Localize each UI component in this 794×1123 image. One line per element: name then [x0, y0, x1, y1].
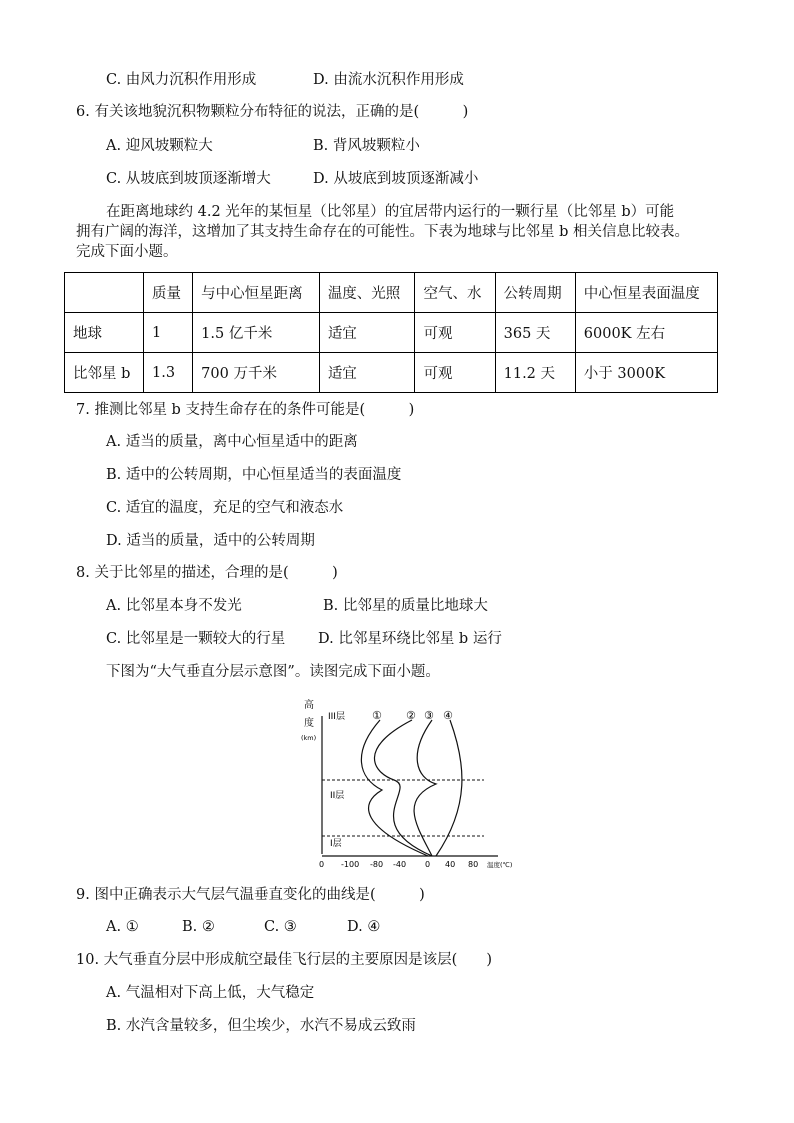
q7-option-b: B. 适中的公转周期，中心恒星适当的表面温度	[106, 467, 402, 483]
y-unit: (km)	[301, 734, 317, 742]
figure-intro: 下图为“大气垂直分层示意图”。读图完成下面小题。	[106, 664, 440, 680]
comparison-table	[64, 272, 718, 393]
passage-line-1: 在距离地球约 4.2 光年的某恒星（比邻星）的宜居带内运行的一颗行星（比邻星 b）可能	[106, 204, 675, 220]
table-cell: 适宜	[319, 313, 415, 353]
atmosphere-layer-diagram	[300, 694, 540, 870]
q8-stem: 8. 关于比邻星的描述，合理的是( )	[76, 565, 338, 581]
table-header-cell: 质量	[144, 273, 193, 313]
q10-stem: 10. 大气垂直分层中形成航空最佳飞行层的主要原因是该层( )	[76, 952, 492, 968]
table-cell: 1	[144, 313, 193, 353]
q5-option-d: D. 由流水沉积作用形成	[313, 72, 464, 88]
table-cell: 6000K 左右	[575, 313, 717, 353]
q8-option-b: B. 比邻星的质量比地球大	[323, 598, 488, 614]
x-tick: 40	[445, 860, 456, 869]
table-cell: 小于 3000K	[575, 353, 717, 393]
q6-option-d: D. 从坡底到坡顶逐渐减小	[313, 171, 479, 187]
x-tick: 0	[425, 860, 431, 869]
q7-option-d: D. 适当的质量，适中的公转周期	[106, 533, 315, 549]
curve-label-4: ④	[443, 709, 453, 722]
passage-line-2: 拥有广阔的海洋，这增加了其支持生命存在的可能性。下表为地球与比邻星 b 相关信息比较表。	[76, 224, 689, 240]
q9-option-b: B. ②	[182, 919, 215, 935]
q9-option-a: A. ①	[106, 919, 139, 935]
y-label-2: 度	[304, 718, 314, 729]
table-header-cell	[65, 273, 144, 313]
layer-label-2: II层	[330, 791, 345, 801]
y-label-1: 高	[304, 700, 314, 711]
table-header-cell: 空气、水	[415, 273, 495, 313]
table-row	[65, 313, 718, 353]
q6-stem: 6. 有关该地貌沉积物颗粒分布特征的说法，正确的是( )	[76, 104, 469, 120]
table-cell: 365 天	[495, 313, 575, 353]
table-row	[65, 353, 718, 393]
q9-option-c: C. ③	[264, 919, 297, 935]
table-cell: 适宜	[319, 353, 415, 393]
q5-option-c: C. 由风力沉积作用形成	[106, 72, 257, 88]
table-cell: 比邻星 b	[65, 353, 144, 393]
q6-option-b: B. 背风坡颗粒小	[313, 138, 420, 154]
x-tick: 0	[319, 860, 325, 869]
table-header-row	[65, 273, 718, 313]
table-cell: 可观	[415, 313, 495, 353]
q8-option-c: C. 比邻星是一颗较大的行星	[106, 631, 286, 647]
q7-option-a: A. 适当的质量，离中心恒星适中的距离	[106, 434, 358, 450]
table-header-cell: 公转周期	[495, 273, 575, 313]
table-cell: 可观	[415, 353, 495, 393]
passage-line-3: 完成下面小题。	[76, 244, 178, 260]
q9-stem: 9. 图中正确表示大气层气温垂直变化的曲线是( )	[76, 887, 425, 903]
curve-label-2: ②	[406, 709, 416, 722]
x-tick: 80	[468, 860, 479, 869]
q7-option-c: C. 适宜的温度，充足的空气和液态水	[106, 500, 344, 516]
q8-option-a: A. 比邻星本身不发光	[106, 598, 242, 614]
table-header-cell: 中心恒星表面温度	[575, 273, 717, 313]
curve-label-3: ③	[424, 709, 434, 722]
q10-option-b: B. 水汽含量较多，但尘埃少，水汽不易成云致雨	[106, 1018, 416, 1034]
q6-option-c: C. 从坡底到坡顶逐渐增大	[106, 171, 271, 187]
q10-option-a: A. 气温相对下高上低，大气稳定	[106, 985, 315, 1001]
x-tick: -100	[341, 860, 360, 869]
curve-label-1: ①	[372, 709, 382, 722]
layer-label-1: I层	[330, 839, 342, 849]
table-cell: 1.3	[144, 353, 193, 393]
table-cell: 11.2 天	[495, 353, 575, 393]
q7-stem: 7. 推测比邻星 b 支持生命存在的条件可能是( )	[76, 402, 415, 418]
table-header-cell: 温度、光照	[319, 273, 415, 313]
x-tick: -80	[370, 860, 384, 869]
table-cell: 700 万千米	[193, 353, 320, 393]
table-header-cell: 与中心恒星距离	[193, 273, 320, 313]
table-cell: 地球	[65, 313, 144, 353]
q8-option-d: D. 比邻星环绕比邻星 b 运行	[318, 631, 502, 647]
table-cell: 1.5 亿千米	[193, 313, 320, 353]
q6-option-a: A. 迎风坡颗粒大	[106, 138, 213, 154]
x-tick: -40	[393, 860, 407, 869]
q9-option-d: D. ④	[347, 919, 381, 935]
layer-label-3: III层	[328, 712, 345, 722]
x-axis-label: 温度(℃)	[487, 861, 513, 869]
